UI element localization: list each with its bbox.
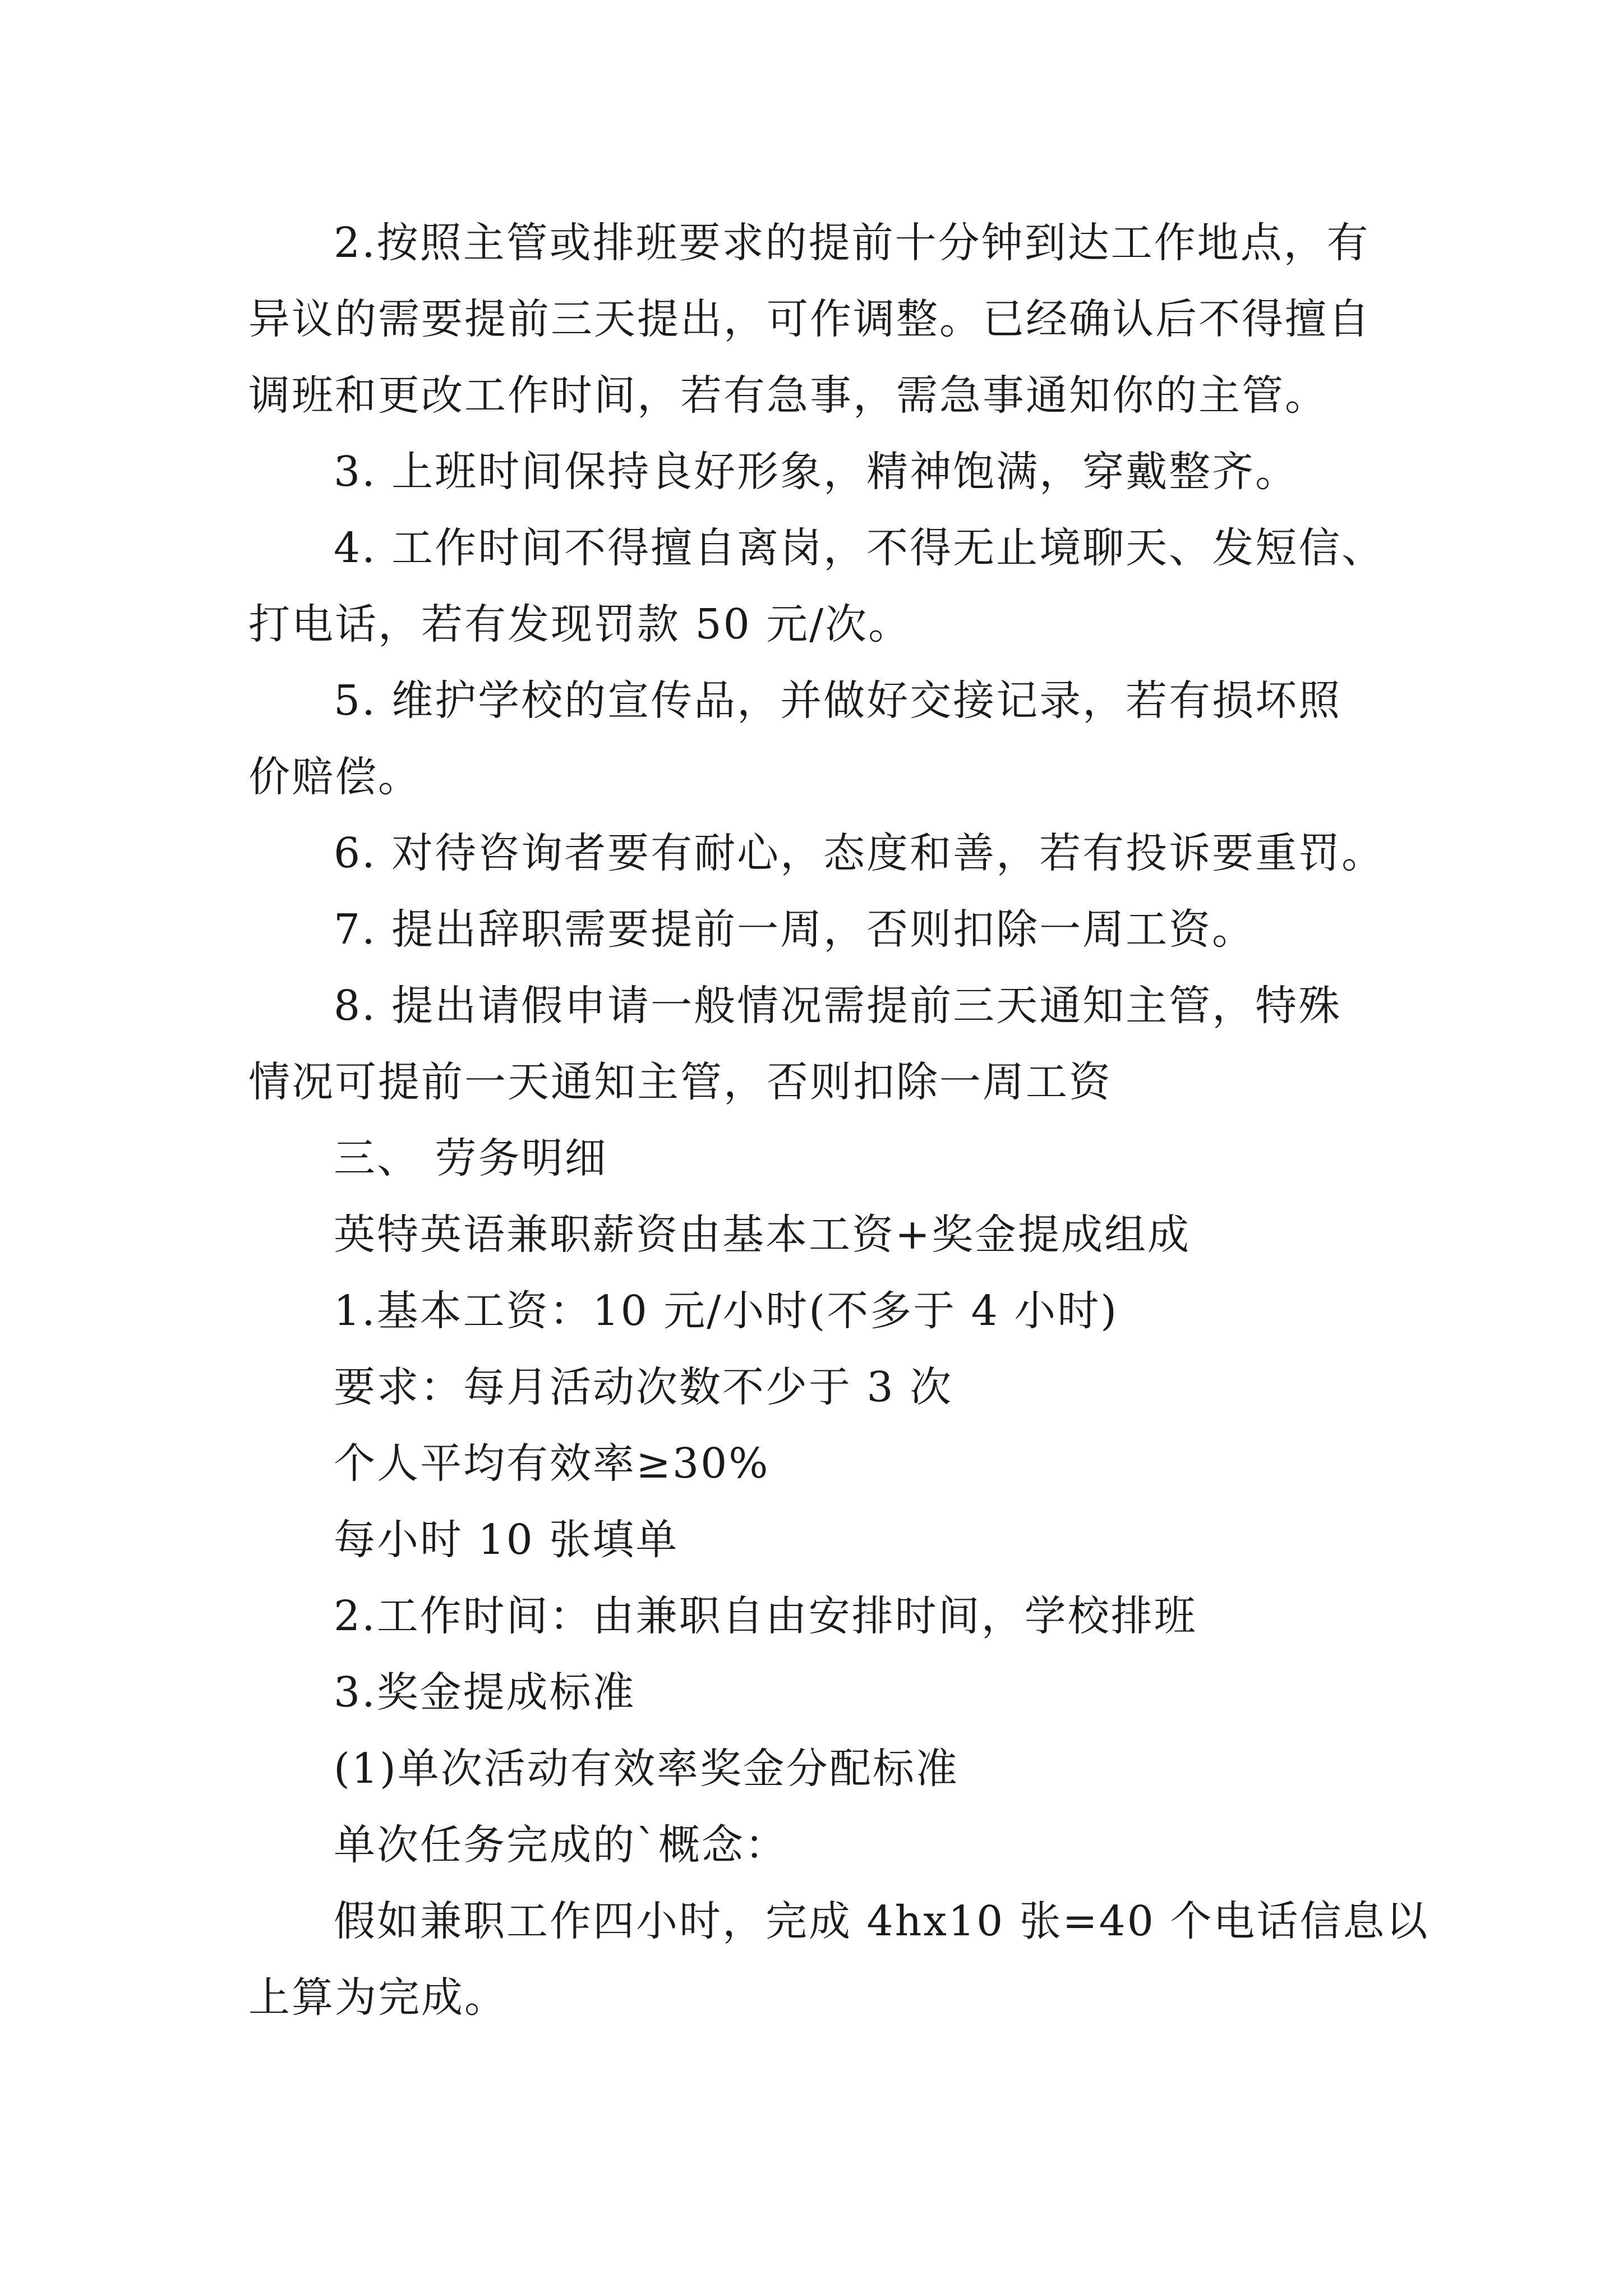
text-line: 假如兼职工作四小时，完成 4hx10 张=40 个电话信息以 [334,1897,1430,1945]
text-line: (1)单次活动有效率奖金分配标准 [334,1745,959,1793]
text-line: 2.工作时间：由兼职自由安排时间，学校排班 [334,1592,1197,1640]
text-line: 1.基本工资：10 元/小时(不多于 4 小时) [334,1287,1119,1335]
text-line: 打电话，若有发现罚款 50 元/次。 [248,600,912,648]
text-line: 8. 提出请假申请一般情况需提前三天通知主管，特殊 [334,982,1342,1030]
text-line: 个人平均有效率≥30% [334,1439,770,1488]
text-line: 要求：每月活动次数不少于 3 次 [334,1363,953,1411]
text-line: 单次任务完成的`概念： [334,1821,788,1869]
text-line: 3.奖金提成标准 [334,1668,636,1717]
text-line: 7. 提出辞职需要提前一周，否则扣除一周工资。 [334,905,1256,954]
text-line: 三、 劳务明细 [334,1134,608,1182]
text-line: 5. 维护学校的宣传品，并做好交接记录，若有损坏照 [334,677,1342,725]
text-line: 情况可提前一天通知主管，否则扣除一周工资 [248,1058,1112,1106]
text-line: 3. 上班时间保持良好形象，精神饱满，穿戴整齐。 [334,448,1299,496]
text-line: 2.按照主管或排班要求的提前十分钟到达工作地点，有 [334,219,1370,267]
document-body [248,205,1430,2036]
text-line: 每小时 10 张填单 [334,1516,679,1564]
text-line: 上算为完成。 [248,1973,508,2022]
text-line: 6. 对待咨询者要有耐心，态度和善，若有投诉要重罚。 [334,829,1385,877]
text-line: 英特英语兼职薪资由基本工资+奖金提成组成 [334,1211,1191,1259]
text-line: 价赔偿。 [248,753,421,801]
text-line: 调班和更改工作时间，若有急事，需急事通知你的主管。 [248,371,1328,420]
text-line: 4. 工作时间不得擅自离岗，不得无止境聊天、发短信、 [334,524,1385,572]
text-line: 异议的需要提前三天提出，可作调整。已经确认后不得擅自 [248,295,1371,343]
